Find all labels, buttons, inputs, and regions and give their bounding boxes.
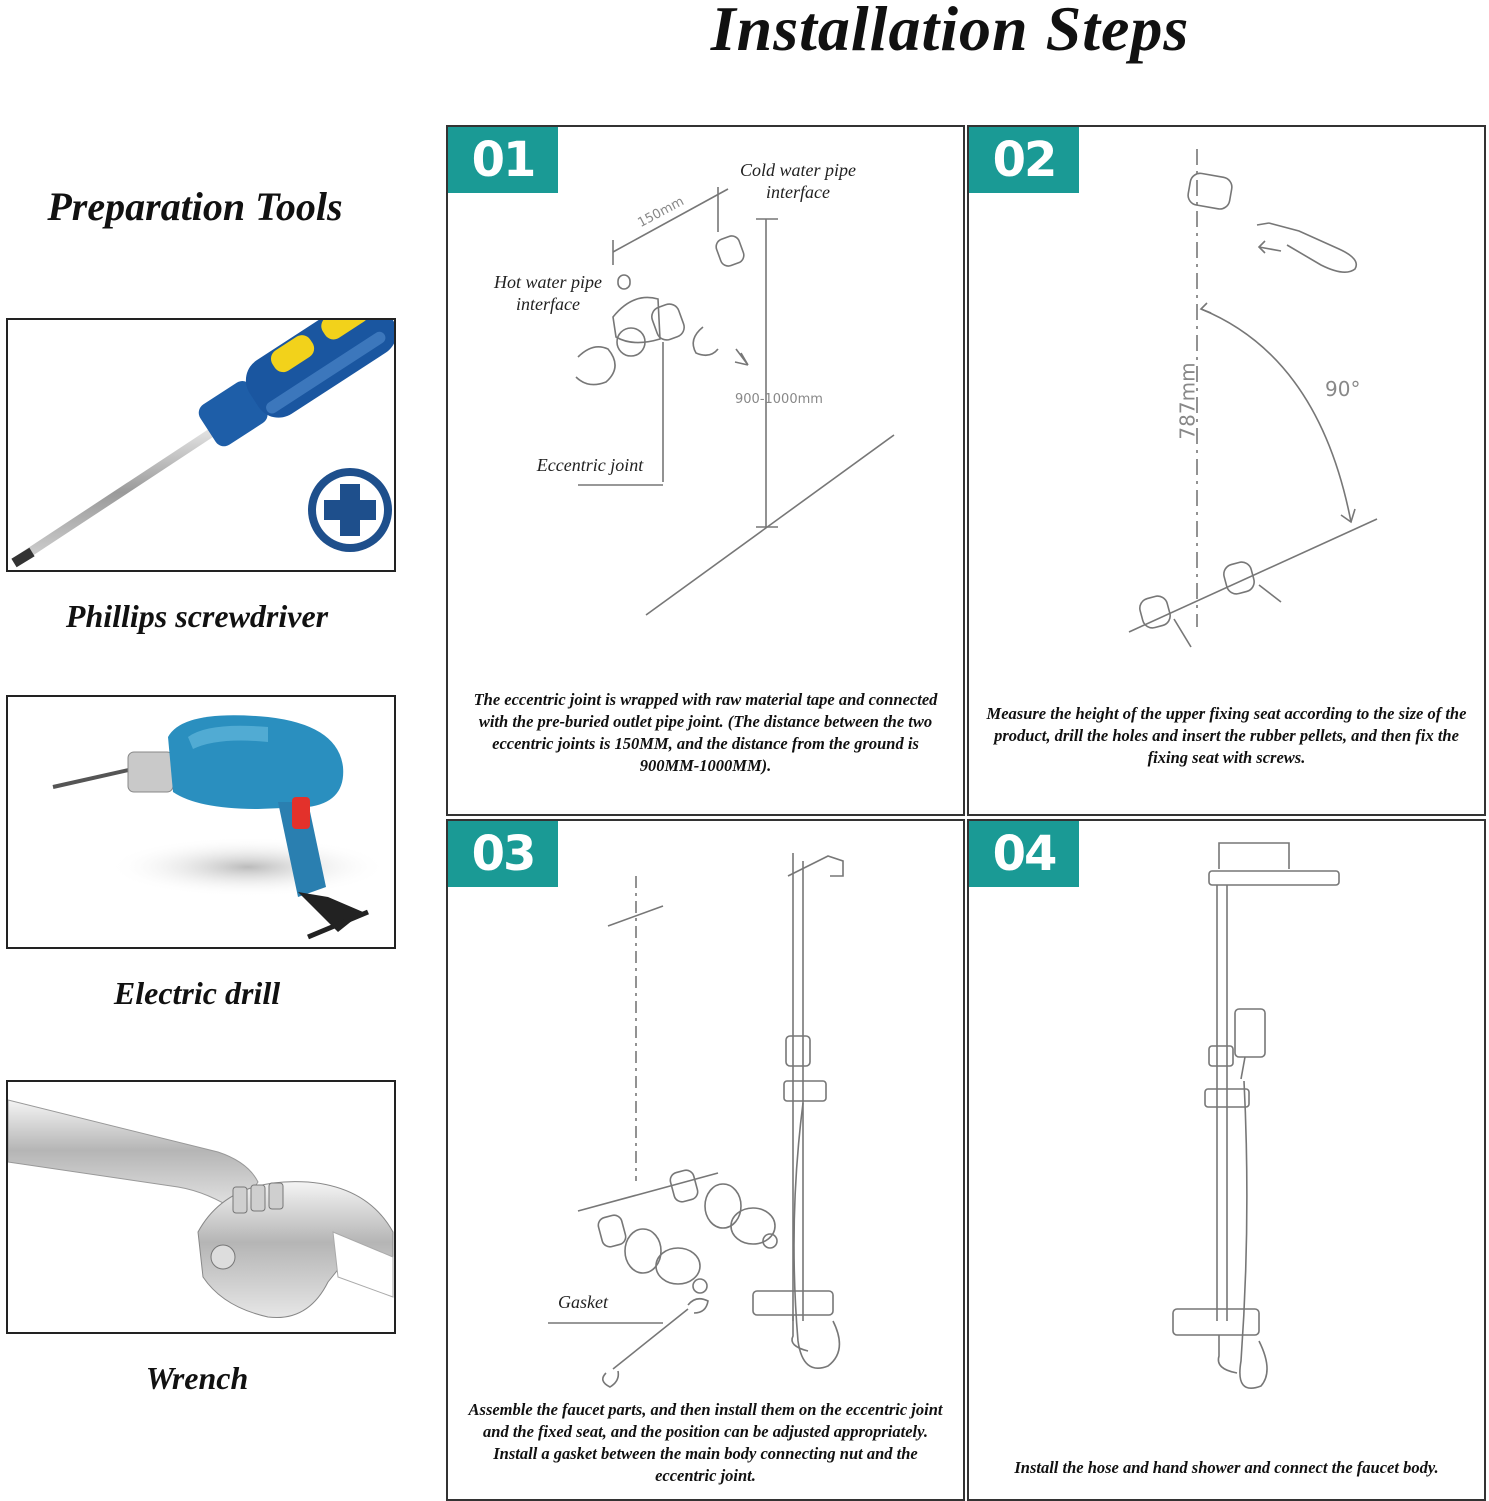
step-01-caption: The eccentric joint is wrapped with raw material tape and connected with the pre-buried outlet pipe joint. (The distance between the two eccentric joints is 150MM, and the distance from the ground is 900MM-1000MM).	[473, 690, 938, 775]
step-number-badge: 02	[969, 127, 1079, 193]
label-height-900-1000mm: 900-1000mm	[735, 392, 823, 407]
step-number-badge: 03	[448, 821, 558, 887]
step-panel-02	[967, 125, 1486, 816]
installation-steps-title: Installation Steps	[710, 0, 1190, 64]
label-height-787mm: 787mm	[1175, 362, 1200, 440]
tool-label-wrench: Wrench	[145, 1360, 249, 1396]
step-02-caption: Measure the height of the upper fixing seat according to the size of the product, drill the holes and insert the rubber pellets, and then fix the fixing seat with screws.	[986, 704, 1467, 767]
step-04-caption: Install the hose and hand shower and connect the faucet body.	[1014, 1458, 1439, 1477]
step-03-drawing	[448, 821, 963, 1499]
drill-image	[6, 695, 396, 949]
step-panel-04	[967, 819, 1486, 1501]
wrench-image	[6, 1080, 396, 1334]
step-number-badge: 01	[448, 127, 558, 193]
step-03-caption: Assemble the faucet parts, and then install them on the eccentric joint and the fixed seat, and the position can be adjusted appropriately. Install a gasket between the main body connecting nut and the eccentric joint.	[468, 1400, 943, 1485]
label-hot-water: Hot water pipe interface	[494, 272, 602, 314]
step-panel-01	[446, 125, 965, 816]
wrench-icon	[8, 1082, 394, 1332]
label-eccentric-joint: Eccentric joint	[536, 455, 644, 475]
phillips-screwdriver-icon	[8, 320, 394, 570]
step-04-drawing	[969, 821, 1484, 1499]
screwdriver-image	[6, 318, 396, 572]
label-spacing-150mm: 150mm	[635, 194, 687, 231]
label-cold-water: Cold water pipe interface	[740, 160, 856, 202]
tool-label-screwdriver: Phillips screwdriver	[65, 598, 329, 634]
preparation-tools-title: Preparation Tools	[47, 184, 343, 229]
label-angle-90: 90°	[1325, 377, 1361, 401]
tool-label-drill: Electric drill	[113, 975, 281, 1011]
label-gasket: Gasket	[558, 1292, 608, 1312]
electric-drill-icon	[8, 697, 394, 947]
step-panel-03	[446, 819, 965, 1501]
step-number-badge: 04	[969, 821, 1079, 887]
